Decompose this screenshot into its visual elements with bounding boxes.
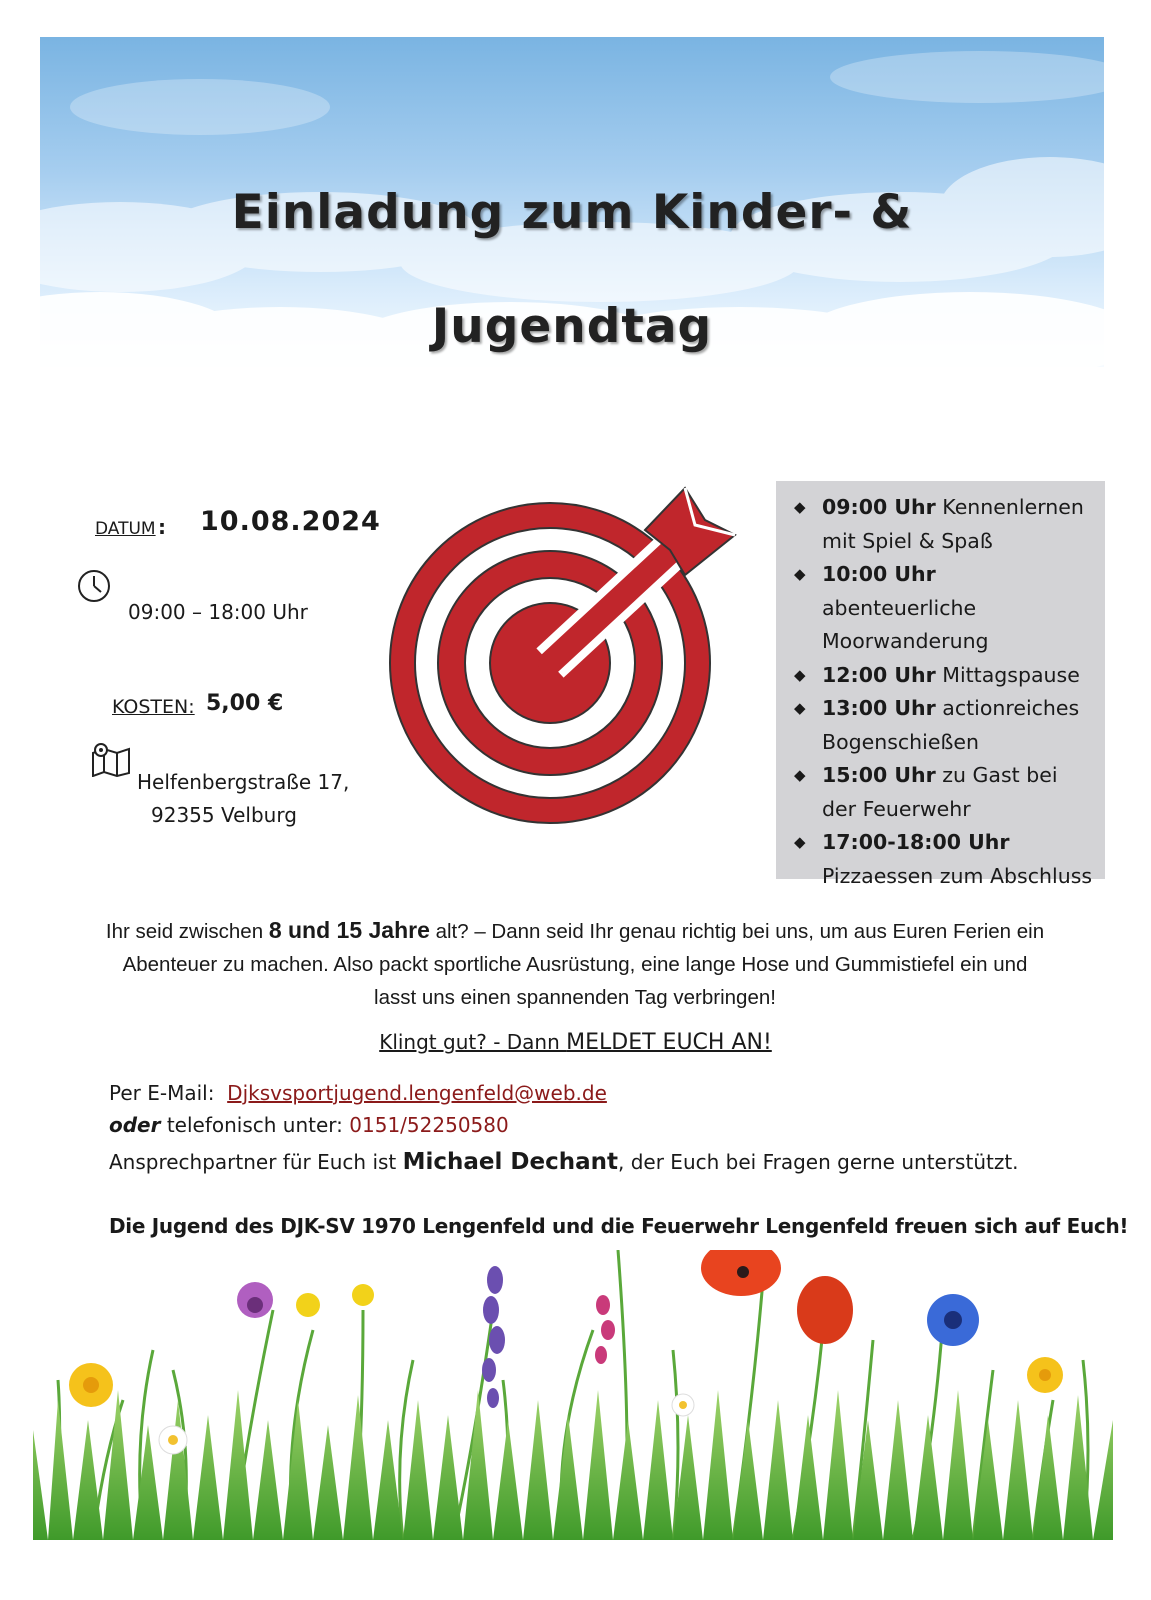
bullet-diamond-icon: ◆	[794, 498, 806, 516]
call-to-action	[0, 1030, 1151, 1055]
cost-value: 5,00 €	[206, 691, 284, 716]
schedule-box	[776, 481, 1105, 888]
bullet-diamond-icon: ◆	[794, 699, 806, 717]
schedule-item	[794, 759, 1095, 826]
schedule-item	[794, 826, 1095, 893]
schedule-text: zu Gast bei der Feuerwehr	[822, 763, 1058, 821]
bullet-diamond-icon: ◆	[794, 833, 806, 851]
schedule-time: 10:00 Uhr	[822, 562, 936, 586]
schedule-time: 15:00 Uhr	[822, 763, 936, 787]
email-link[interactable]: Djksvsportjugend.lengenfeld@web.de	[227, 1081, 607, 1105]
flower-meadow-image	[33, 1250, 1113, 1540]
schedule-text: Kennenlernen mit Spiel & Spaß	[822, 495, 1084, 553]
address-line-1: Helfenbergstraße 17,	[137, 770, 350, 794]
clock-icon	[76, 568, 112, 604]
intro-text-1: Ihr seid zwischen	[105, 920, 269, 943]
closing-line: Die Jugend des DJK-SV 1970 Lengenfeld und die Feuerwehr Lengenfeld freuen sich auf Euch!	[109, 1214, 1129, 1238]
contact-person-row	[109, 1149, 1019, 1175]
phone-number[interactable]: 0151/52250580	[349, 1113, 509, 1137]
date-value: 10.08.2024	[200, 506, 381, 537]
schedule-time: 17:00-18:00 Uhr	[822, 830, 1010, 854]
schedule-text: abenteuerliche Moorwanderung	[822, 595, 989, 653]
bullet-diamond-icon: ◆	[794, 565, 806, 583]
person-post: , der Euch bei Fragen gerne unterstützt.	[618, 1150, 1019, 1174]
schedule-text: actionreiches Bogenschießen	[822, 696, 1080, 754]
schedule-text: Mittagspause	[935, 662, 1080, 687]
bullet-diamond-icon: ◆	[794, 766, 806, 784]
title-line-1: Einladung zum Kinder- &	[231, 185, 913, 240]
cost-label: KOSTEN:	[112, 696, 195, 718]
schedule-item	[794, 558, 1095, 659]
map-icon	[91, 741, 133, 777]
schedule-time: 12:00 Uhr	[822, 662, 936, 687]
phone-row	[109, 1113, 509, 1137]
bullet-diamond-icon: ◆	[794, 665, 806, 684]
title-line-2: Jugendtag	[431, 299, 713, 354]
target-icon	[385, 480, 745, 860]
schedule-time: 13:00 Uhr	[822, 696, 936, 720]
date-label: DATUM	[95, 519, 156, 539]
schedule-item	[794, 491, 1095, 558]
schedule-item	[794, 659, 1095, 693]
schedule-time: 09:00 Uhr	[822, 495, 936, 519]
oder-label: oder	[109, 1113, 161, 1137]
age-range: 8 und 15 Jahre	[268, 917, 430, 943]
person-pre: Ansprechpartner für Euch ist	[109, 1150, 403, 1174]
intro-paragraph	[100, 914, 1050, 1014]
cta-emphasis: MELDET EUCH AN!	[566, 1030, 772, 1055]
intro-text-2: alt? – Dann seid Ihr genau richtig bei uns, um aus Euren Ferien ein Abenteuer zu machen. Also packt sportliche Ausrüstung, eine lange Hose und Gummistiefel ein und lasst uns einen spannenden Tag verbringen!	[122, 920, 1045, 1009]
date-colon: :	[158, 515, 166, 539]
time-range: 09:00 – 18:00 Uhr	[128, 600, 308, 624]
email-row	[109, 1081, 607, 1105]
address-line-2: 92355 Velburg	[151, 803, 297, 827]
contact-person: Michael Dechant	[402, 1149, 619, 1175]
schedule-text: Pizzaessen zum Abschluss	[822, 863, 1093, 888]
header-banner	[40, 37, 1104, 367]
phone-label: telefonisch unter:	[160, 1113, 350, 1137]
email-label: Per E-Mail:	[109, 1081, 228, 1105]
cta-text: Klingt gut? - Dann	[379, 1030, 567, 1054]
schedule-item	[794, 692, 1095, 759]
